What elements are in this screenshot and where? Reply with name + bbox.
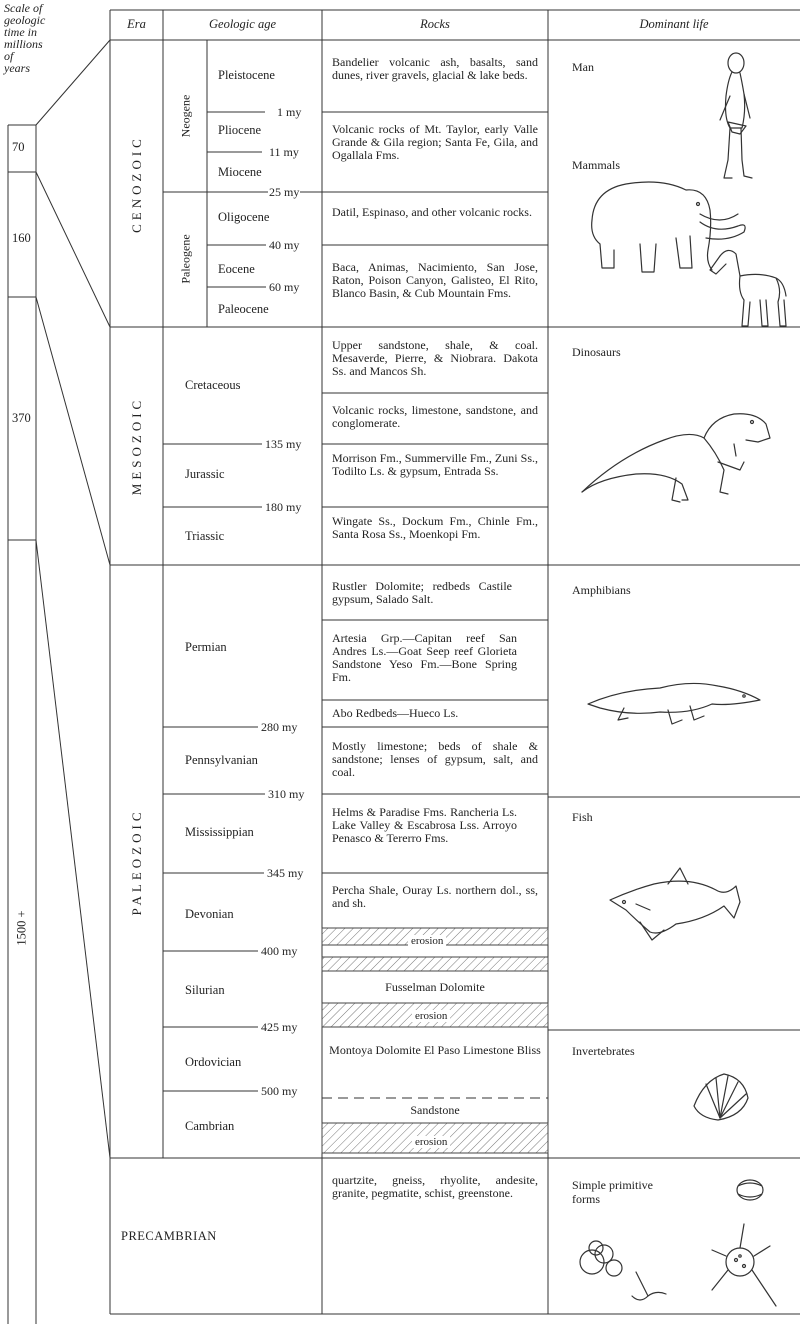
dinosaur-figure xyxy=(582,414,770,502)
boundary-345my: 345 my xyxy=(267,866,304,880)
header-era: Era xyxy=(127,17,146,31)
man-figure xyxy=(720,53,752,178)
age-oligocene: Oligocene xyxy=(218,210,270,224)
rocks-pleistocene: Bandelier volcanic ash, basalts, sand dunes, river gravels, glacial & lake beds. xyxy=(332,55,538,82)
boundary-180my: 180 my xyxy=(265,500,302,514)
rocks-oligocene: Datil, Espinaso, and other volcanic rocks. xyxy=(332,205,532,219)
amphibian-figure xyxy=(588,683,760,724)
era-cenozoic: CENOZOIC xyxy=(129,135,144,233)
age-pliocene: Pliocene xyxy=(218,123,262,137)
era-paleozoic: PALEOZOIC xyxy=(129,808,144,916)
rocks-cretaceous-lower: Volcanic rocks, limestone, sandstone, and conglomerate. xyxy=(332,403,538,430)
subperiod-neogene: Neogene xyxy=(178,94,193,138)
boundary-1my: 1 my xyxy=(277,105,302,119)
boundary-40my: 40 my xyxy=(269,238,300,252)
rocks-cambrian: Sandstone xyxy=(410,1103,460,1117)
boundary-11my: 11 my xyxy=(269,145,299,159)
age-paleocene: Paleocene xyxy=(218,302,269,316)
subperiod-paleogene: Paleogene xyxy=(178,234,193,284)
rocks-eocene-paleocene: Baca, Animas, Nacimiento, San Jose, Raton, Poison Canyon, Galisteo, El Rito, Blanco Basin, & Cub Mountain Fms. xyxy=(332,260,538,300)
age-cambrian: Cambrian xyxy=(185,1119,235,1133)
boundary-310my: 310 my xyxy=(268,787,305,801)
age-pleistocene: Pleistocene xyxy=(218,68,275,82)
age-cretaceous: Cretaceous xyxy=(185,378,241,392)
scale-caption: Scale of geologic time in millions of years xyxy=(4,1,46,75)
life-invertebrates: Invertebrates xyxy=(572,1044,635,1058)
rocks-pliocene-miocene: Volcanic rocks of Mt. Taylor, early Valle Grande & Gila region; Santa Fe, Gila, and Ogallala Fms. xyxy=(332,122,538,162)
shell-figure xyxy=(694,1074,748,1120)
life-mammals: Mammals xyxy=(572,158,620,172)
rocks-permian-lower: Abo Redbeds—Hueco Ls. xyxy=(332,706,459,720)
life-amphibians: Amphibians xyxy=(572,583,631,597)
erosion-label: erosion xyxy=(408,935,446,947)
rocks-devonian: Percha Shale, Ouray Ls. northern dol., ss, and sh. xyxy=(332,883,538,910)
scale-value-1500: 1500 + xyxy=(14,910,29,946)
horse-figure xyxy=(710,250,786,326)
age-permian: Permian xyxy=(185,640,227,654)
life-dinosaurs: Dinosaurs xyxy=(572,345,621,359)
scale-value-160: 160 xyxy=(12,231,31,245)
era-mesozoic: MESOZOIC xyxy=(129,396,144,496)
life-man: Man xyxy=(572,60,594,74)
boundary-135my: 135 my xyxy=(265,437,302,451)
header-rocks: Rocks xyxy=(420,17,450,31)
age-silurian: Silurian xyxy=(185,983,225,997)
life-fish: Fish xyxy=(572,810,593,824)
rocks-triassic: Wingate Ss., Dockum Fm., Chinle Fm., Santa Rosa Ss., Moenkopi Fm. xyxy=(332,514,538,541)
erosion-label: erosion xyxy=(412,1010,450,1022)
rocks-mississippian: Helms & Paradise Fms. Rancheria Ls. Lake Valley & Escabrosa Lss. Arroyo Penasco & Tererro Fms. xyxy=(332,805,517,845)
fish-figure xyxy=(610,868,740,940)
boundary-425my: 425 my xyxy=(261,1020,298,1034)
life-simple-forms: Simple primitive forms xyxy=(572,1178,653,1206)
scale-value-370: 370 xyxy=(12,411,31,425)
rocks-cretaceous-upper: Upper sandstone, shale, & coal. Mesaverde, Pierre, & Niobrara. Dakota Ss. and Mancos Sh. xyxy=(332,338,538,378)
rocks-jurassic: Morrison Fm., Summerville Fm., Zuni Ss., Todilto Ls. & gypsum, Entrada Ss. xyxy=(332,451,538,478)
age-miocene: Miocene xyxy=(218,165,262,179)
mammoth-figure xyxy=(592,182,745,272)
rocks-precambrian: quartzite, gneiss, rhyolite, andesite, granite, pegmatite, schist, greenstone. xyxy=(332,1173,538,1200)
rocks-ordovician: Montoya Dolomite El Paso Limestone Bliss xyxy=(329,1043,541,1057)
boundary-500my: 500 my xyxy=(261,1084,298,1098)
age-eocene: Eocene xyxy=(218,262,255,276)
header-dominant-life: Dominant life xyxy=(639,17,709,31)
age-devonian: Devonian xyxy=(185,907,234,921)
era-precambrian: PRECAMBRIAN xyxy=(121,1229,217,1243)
age-triassic: Triassic xyxy=(185,529,225,543)
scale-value-70: 70 xyxy=(12,140,25,154)
header-geologic-age: Geologic age xyxy=(209,17,276,31)
age-pennsylvanian: Pennsylvanian xyxy=(185,753,258,767)
boundary-280my: 280 my xyxy=(261,720,298,734)
boundary-25my: 25 my xyxy=(269,185,300,199)
boundary-400my: 400 my xyxy=(261,944,298,958)
age-mississippian: Mississippian xyxy=(185,825,254,839)
rocks-permian-upper: Rustler Dolomite; redbeds Castile gypsum, Salado Salt. xyxy=(332,579,512,606)
rocks-silurian: Fusselman Dolomite xyxy=(385,980,485,994)
rocks-pennsylvanian: Mostly limestone; beds of shale & sandstone; lenses of gypsum, salt, and coal. xyxy=(332,739,538,779)
erosion-label: erosion xyxy=(412,1136,450,1148)
age-jurassic: Jurassic xyxy=(185,467,225,481)
rocks-permian-middle: Artesia Grp.—Capitan reef San Andres Ls.—Goat Seep reef Glorieta Sandstone Yeso Fm.—Bone Spring Fm. xyxy=(332,631,517,684)
age-ordovician: Ordovician xyxy=(185,1055,242,1069)
boundary-60my: 60 my xyxy=(269,280,300,294)
